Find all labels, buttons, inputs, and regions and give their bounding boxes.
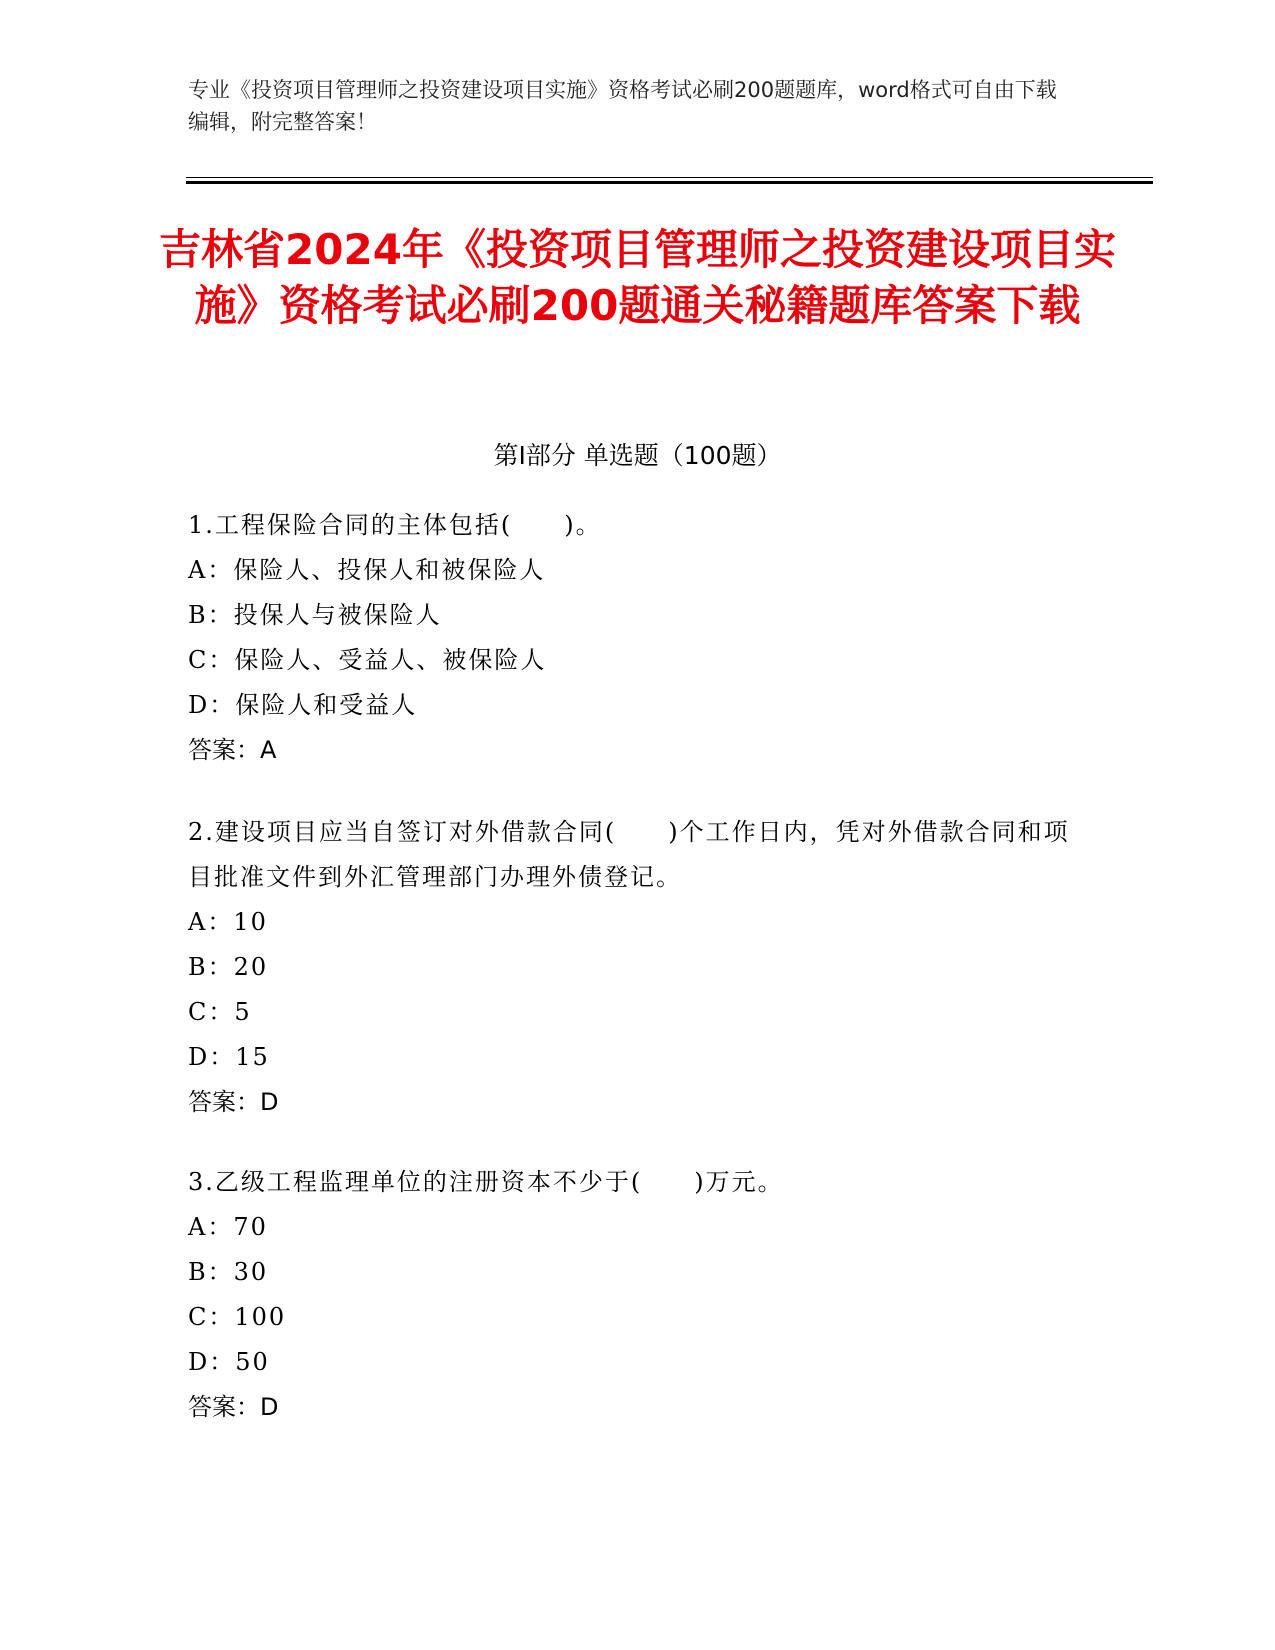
option-b: B：投保人与被保险人 xyxy=(188,601,442,629)
header-divider-thin xyxy=(186,177,1153,178)
option-d: D：50 xyxy=(188,1348,270,1376)
header-divider-thick xyxy=(186,181,1153,184)
question-3 xyxy=(188,1160,1088,1430)
answer-line: 答案：A xyxy=(188,736,277,764)
option-d: D：15 xyxy=(188,1043,270,1071)
header-note: 专业《投资项目管理师之投资建设项目实施》资格考试必刷200题题库，word格式可自由下载编辑，附完整答案！ xyxy=(188,78,1057,134)
option-c: C：保险人、受益人、被保险人 xyxy=(188,646,547,674)
answer-line: 答案：D xyxy=(188,1393,279,1421)
option-a: A：保险人、投保人和被保险人 xyxy=(188,556,546,584)
question-2 xyxy=(188,810,1088,1125)
option-c: C：5 xyxy=(188,998,252,1026)
document-title: 吉林省2024年《投资项目管理师之投资建设项目实施》资格考试必刷200题通关秘籍题库答案下载 xyxy=(159,225,1116,330)
option-a: A：10 xyxy=(188,908,268,936)
option-d: D：保险人和受益人 xyxy=(188,691,418,719)
answer-line: 答案：D xyxy=(188,1088,279,1116)
question-stem: 1.工程保险合同的主体包括( )。 xyxy=(188,511,602,539)
question-stem: 2.建设项目应当自签订对外借款合同( )个工作日内，凭对外借款合同和项目批准文件到外汇管理部门办理外债登记。 xyxy=(188,818,1070,891)
question-1 xyxy=(188,503,1088,773)
option-c: C：100 xyxy=(188,1303,287,1331)
option-b: B：30 xyxy=(188,1258,269,1286)
option-b: B：20 xyxy=(188,953,269,981)
section-heading: 第I部分 单选题（100题） xyxy=(493,441,782,470)
question-stem: 3.乙级工程监理单位的注册资本不少于( )万元。 xyxy=(188,1168,784,1196)
option-a: A：70 xyxy=(188,1213,268,1241)
